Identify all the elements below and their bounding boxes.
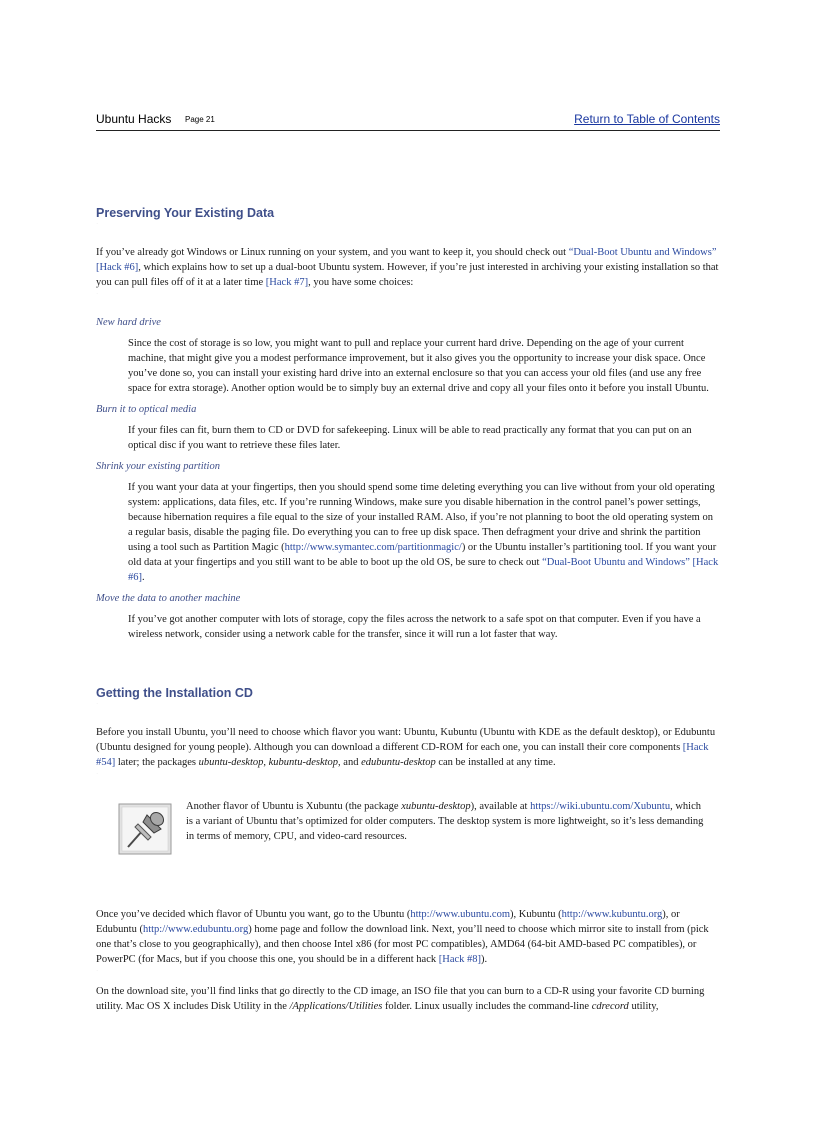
text-run: later; the packages	[115, 757, 199, 768]
hack-54-link[interactable]: [Hack #54]	[96, 742, 709, 768]
anchor-marker: ·	[96, 770, 99, 778]
text-run: ) home page and follow the download link. Next, you’ll need to choose which mirror site to install from (pick one that’s close to you geographically), and then choose Intel x86 (for most PC compatibles), AMD64 (64-bit AMD-based PC compatibles), or PowerPC (for Macs, but if you choose this one, you should be in a different hack	[96, 924, 709, 965]
text-run: If you’ve already got Windows or Linux running on your system, and you want to keep it, you should check out	[96, 247, 569, 258]
term-move-data: Move the data to another machine	[96, 593, 241, 604]
main-content	[96, 120, 720, 1014]
text-run: .	[142, 572, 145, 583]
note-text	[186, 799, 706, 844]
kubuntu-site-link[interactable]: http://www.kubuntu.org	[561, 909, 663, 920]
text-run: ).	[481, 954, 488, 965]
pushpin-note-icon	[118, 803, 172, 855]
anchor-marker: ·	[96, 700, 99, 708]
cd-image-paragraph	[96, 984, 720, 1014]
def-move-data: If you’ve got another computer with lots of storage, copy the files across the network to a safe spot on that computer. Even if you have a wireless network, consider using a network cable for the transfer, since it will run a lot faster that way.	[128, 614, 701, 640]
anchor-marker: ·	[96, 290, 99, 298]
page-number: Page 21	[185, 115, 215, 124]
def-shrink-partition	[128, 480, 720, 585]
text-run: , which is a variant of Ubuntu that’s optimized for older computers. The desktop system is more lightweight, so it’s less demanding in terms of memory, CPU, and video-card resources.	[186, 801, 704, 842]
xubuntu-wiki-link[interactable]: https://wiki.ubuntu.com/Xubuntu	[530, 801, 671, 812]
section-heading-preserving-data: Preserving Your Existing Data	[96, 206, 275, 220]
intro-paragraph	[96, 245, 720, 290]
text-run: Once you’ve decided which flavor of Ubuntu you want, go to the Ubuntu (	[96, 909, 411, 920]
return-to-toc-link[interactable]: Return to Table of Contents	[574, 112, 720, 126]
text-run: On the download site, you’ll find links that go directly to the CD image, an ISO file that you can burn to a CD-R using your favorite CD burning utility. Mac OS X includes Disk Utility in the	[96, 986, 705, 1012]
section-heading-installation-cd: Getting the Installation CD	[96, 686, 253, 700]
command-name: cdrecord	[591, 1001, 629, 1012]
term-new-hard-drive: New hard drive	[96, 317, 161, 328]
dual-boot-hack-link[interactable]: “Dual-Boot Ubuntu and Windows” [Hack #6]	[96, 247, 717, 273]
partition-magic-link[interactable]: http://www.symantec.com/partitionmagic/	[284, 542, 462, 553]
anchor-marker: ·	[96, 967, 99, 975]
text-run: ,	[263, 757, 269, 768]
book-title: Ubuntu Hacks	[96, 112, 172, 126]
text-run: utility,	[628, 1001, 659, 1012]
text-run: folder. Linux usually includes the command-line	[382, 1001, 592, 1012]
term-burn-optical: Burn it to optical media	[96, 404, 197, 415]
folder-path: /Applications/Utilities	[289, 1001, 383, 1012]
text-run: ), or Edubuntu (	[96, 909, 680, 935]
package-name: edubuntu-desktop	[361, 757, 436, 768]
anchor-marker: ·	[96, 220, 99, 228]
text-run: ), available at	[470, 801, 531, 812]
hack-8-link[interactable]: [Hack #8]	[438, 954, 482, 965]
text-run: can be installed at any time.	[435, 757, 556, 768]
text-run: , which explains how to set up a dual-boot Ubuntu system. However, if you’re just interested in archiving your existing installation so that you can pull files off of it at a later time	[96, 262, 719, 288]
text-run: If you want your data at your fingertips, then you should spend some time deleting everything you can live without from your old operating system: applications, data files, etc. If you’re running Windows, make sure you disable hibernation in the control panel’s power settings, because hibernation requires a file equal to the size of your installed RAM. Also, if you’re not planning to boot the old operating system on a regular basis, disable the paging file. Do everything you can to free up disk space. Then defragment your drive and shrink the partition using a tool such as Partition Magic (	[128, 482, 715, 553]
text-run: , and	[338, 757, 362, 768]
package-name: kubuntu-desktop	[268, 757, 339, 768]
package-name: xubuntu-desktop	[401, 801, 471, 812]
download-paragraph	[96, 907, 720, 967]
package-name: ubuntu-desktop	[198, 757, 264, 768]
text-run: Another flavor of Ubuntu is Xubuntu (the package	[186, 801, 402, 812]
note-box	[96, 799, 720, 879]
hack-7-link[interactable]: [Hack #7]	[265, 277, 309, 288]
text-run: ), Kubuntu (	[510, 909, 562, 920]
edubuntu-site-link[interactable]: http://www.edubuntu.org	[142, 924, 249, 935]
def-new-hard-drive: Since the cost of storage is so low, you might want to pull and replace your current hard drive. Depending on the age of your current machine, that might give you a modest performance improvement, but it also gives you the opportunity to increase your disk space. Once you’ve done so, you can install your existing hard drive into an external enclosure so that you can access your old files (and use any free space for extra storage). Another option would be to simply buy an external drive and copy all your files onto it before you install Ubuntu.	[128, 338, 709, 394]
dual-boot-hack-link-2[interactable]: “Dual-Boot Ubuntu and Windows” [Hack #6]	[128, 557, 719, 583]
page	[96, 0, 720, 1123]
text-run: Before you install Ubuntu, you’ll need to choose which flavor you want: Ubuntu, Kubuntu (Ubuntu with KDE as the default desktop), or Edubuntu (Ubuntu designed for young people). Although you can download a different CD-ROM for each one, you can install their core components	[96, 727, 716, 753]
flavor-paragraph	[96, 725, 720, 770]
ubuntu-site-link[interactable]: http://www.ubuntu.com	[410, 909, 510, 920]
text-run: ) or the Ubuntu installer’s partitioning tool. If you want your old data at your fingertips and you still want to be able to boot up the old OS, be sure to check out	[128, 542, 717, 568]
def-burn-optical: If your files can fit, burn them to CD or DVD for safekeeping. Linux will be able to read practically any format that you can put on an optical disc if you want to retrieve these files later.	[128, 425, 692, 451]
text-run: , you have some choices:	[308, 277, 414, 288]
term-shrink-partition: Shrink your existing partition	[96, 461, 220, 472]
